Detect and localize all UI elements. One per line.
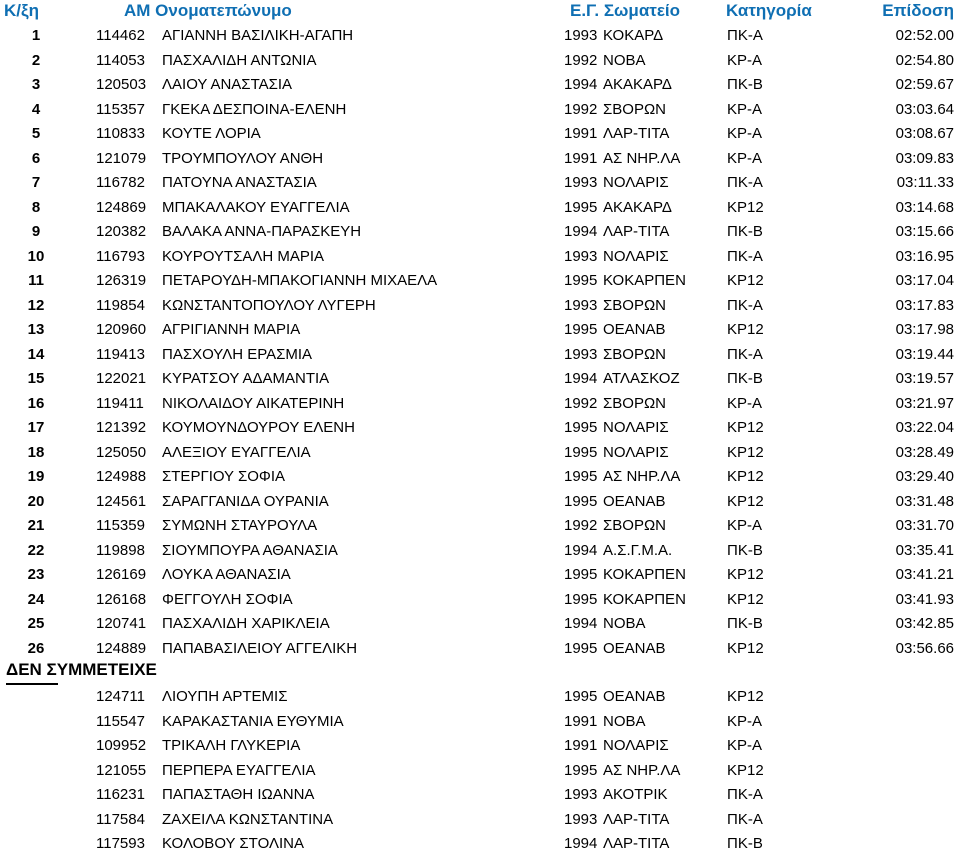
cell-am: 122021 <box>96 370 147 387</box>
cell-am: 115357 <box>96 100 145 118</box>
cell-year: 1991 <box>564 149 598 167</box>
cell-am: 117593 <box>96 835 145 852</box>
cell-year: 1991 <box>564 737 598 754</box>
cell-time: 02:52.00 <box>895 27 954 44</box>
table-row <box>0 49 960 74</box>
cell-name: ΠΕΡΠΕΡΑ ΕΥΑΓΓΕΛΙΑ <box>162 761 316 779</box>
cell-year: 1995 <box>564 198 598 216</box>
cell-time: 03:09.83 <box>895 149 954 167</box>
cell-category: ΚΡ12 <box>727 468 764 485</box>
cell-am: 121392 <box>96 419 147 436</box>
cell-category: ΠΚ-Α <box>727 786 763 803</box>
table-row <box>0 171 960 196</box>
cell-rank: 23 <box>27 566 45 583</box>
cell-year: 1993 <box>564 174 598 191</box>
cell-am: 124869 <box>96 198 147 216</box>
cell-club: ΑΣ ΝΗΡ.ΛΑ <box>603 149 681 167</box>
cell-club: ΑΣ ΝΗΡ.ΛΑ <box>603 468 681 485</box>
cell-year: 1994 <box>564 370 598 387</box>
cell-year: 1994 <box>564 835 598 852</box>
cell-name: ΠΑΤΟΥΝΑ ΑΝΑΣΤΑΣΙΑ <box>162 174 317 191</box>
cell-am: 125050 <box>96 443 147 461</box>
table-row <box>0 539 960 564</box>
cell-rank: 16 <box>27 394 45 412</box>
cell-rank: 5 <box>31 125 41 142</box>
cell-rank: 11 <box>28 272 44 289</box>
cell-name: ΣΤΕΡΓΙΟΥ ΣΟΦΙΑ <box>162 468 286 485</box>
table-row <box>0 490 960 515</box>
cell-category: ΠΚ-Α <box>727 345 763 363</box>
cell-rank: 20 <box>27 492 45 510</box>
cell-rank: 4 <box>31 100 41 118</box>
table-row <box>0 196 960 221</box>
cell-year: 1991 <box>564 125 598 142</box>
cell-club: ΣΒΟΡΩΝ <box>603 394 666 412</box>
cell-am: 126319 <box>96 272 147 289</box>
cell-year: 1995 <box>564 468 598 485</box>
table-row <box>0 122 960 147</box>
cell-year: 1994 <box>564 615 598 632</box>
cell-category: ΚΡ12 <box>727 272 764 289</box>
cell-year: 1995 <box>564 590 598 608</box>
cell-am: 120503 <box>96 76 147 93</box>
cell-name: ΠΑΠΑΒΑΣΙΛΕΙΟΥ ΑΓΓΕΛΙΚΗ <box>162 639 358 657</box>
cell-club: ΛΑΡ-ΤΙΤΑ <box>603 223 670 240</box>
cell-am: 124561 <box>96 492 147 510</box>
header-am-name: ΑΜ Ονοματεπώνυμο <box>124 1 292 20</box>
cell-time: 03:56.66 <box>895 639 954 657</box>
table-row <box>0 318 960 343</box>
table-row <box>0 147 960 172</box>
cell-name: ΒΑΛΑΚΑ ΑΝΝΑ-ΠΑΡΑΣΚΕΥΗ <box>162 223 362 240</box>
cell-year: 1995 <box>564 419 598 436</box>
cell-year: 1994 <box>564 76 598 93</box>
cell-time: 03:15.66 <box>895 223 954 240</box>
table-row <box>0 563 960 588</box>
cell-club: ΣΒΟΡΩΝ <box>603 517 666 534</box>
cell-time: 03:22.04 <box>895 419 954 436</box>
table-row <box>0 24 960 49</box>
cell-club: ΑΣ ΝΗΡ.ΛΑ <box>603 761 681 779</box>
cell-club: ΛΑΡ-ΤΙΤΑ <box>603 835 670 852</box>
cell-time: 03:41.21 <box>895 566 954 583</box>
dns-section-title: ΔΕΝ ΣΥΜΜΕΤΕΙΧΕ <box>6 660 157 679</box>
cell-time: 03:29.40 <box>895 468 954 485</box>
cell-am: 126169 <box>96 566 147 583</box>
cell-club: ΝΟΛΑΡΙΣ <box>603 174 669 191</box>
cell-name: ΠΑΣΧΟΥΛΗ ΕΡΑΣΜΙΑ <box>162 345 313 363</box>
table-row <box>0 367 960 392</box>
cell-rank: 26 <box>27 639 45 657</box>
cell-club: ΚΟΚΑΡΠΕΝ <box>603 590 686 608</box>
cell-time: 03:31.70 <box>895 517 954 534</box>
cell-club: ΟΕΑΝΑΒ <box>603 321 666 338</box>
cell-time: 03:31.48 <box>895 492 954 510</box>
cell-rank: 14 <box>27 345 45 363</box>
header-rank: Κ/ξη <box>4 1 39 20</box>
cell-category: ΚΡ12 <box>727 198 764 216</box>
cell-am: 121079 <box>96 149 147 167</box>
cell-time: 03:42.85 <box>895 615 954 632</box>
cell-am: 116793 <box>96 247 145 265</box>
cell-rank: 15 <box>27 370 45 387</box>
table-row <box>0 343 960 368</box>
table-row <box>0 245 960 270</box>
cell-club: ΚΟΚΑΡΠΕΝ <box>603 566 686 583</box>
header-club: Ε.Γ. Σωματείο <box>570 1 681 20</box>
cell-rank: 13 <box>27 321 45 338</box>
cell-name: ΣΙΟΥΜΠΟΥΡΑ ΑΘΑΝΑΣΙΑ <box>162 541 338 559</box>
cell-name: ΚΥΡΑΤΣΟΥ ΑΔΑΜΑΝΤΙΑ <box>162 370 330 387</box>
cell-time: 02:54.80 <box>895 51 954 69</box>
cell-category: ΚΡ12 <box>727 590 764 608</box>
cell-category: ΠΚ-Α <box>727 27 763 44</box>
table-row <box>0 783 960 808</box>
cell-year: 1995 <box>564 639 598 657</box>
table-row <box>0 392 960 417</box>
table-row <box>0 465 960 490</box>
cell-category: ΠΚ-Β <box>727 615 763 632</box>
cell-time: 03:19.57 <box>895 370 954 387</box>
cell-category: ΠΚ-Α <box>727 296 763 314</box>
cell-name: ΓΚΕΚΑ ΔΕΣΠΟΙΝΑ-ΕΛΕΝΗ <box>162 100 347 118</box>
cell-rank: 8 <box>31 198 41 216</box>
cell-club: ΚΟΚΑΡΔ <box>603 27 664 44</box>
table-row <box>0 588 960 613</box>
cell-name: ΠΑΣΧΑΛΙΔΗ ΧΑΡΙΚΛΕΙΑ <box>162 615 330 632</box>
cell-club: ΝΟΛΑΡΙΣ <box>603 247 669 265</box>
cell-category: ΚΡ12 <box>727 761 764 779</box>
cell-time: 03:28.49 <box>895 443 954 461</box>
cell-am: 119413 <box>96 345 145 363</box>
cell-year: 1995 <box>564 492 598 510</box>
cell-category: ΚΡ-Α <box>727 125 763 142</box>
cell-year: 1993 <box>564 247 598 265</box>
cell-club: ΚΟΚΑΡΠΕΝ <box>603 272 686 289</box>
cell-name: ΚΟΥΤΕ ΛΟΡΙΑ <box>162 125 261 142</box>
cell-rank: 10 <box>27 247 45 265</box>
cell-category: ΠΚ-Α <box>727 810 763 828</box>
cell-rank: 17 <box>27 419 45 436</box>
cell-year: 1991 <box>564 712 598 730</box>
cell-club: ΝΟΒΑ <box>603 615 646 632</box>
cell-am: 124711 <box>96 688 145 705</box>
cell-name: ΚΩΝΣΤΑΝΤΟΠΟΥΛΟΥ ΛΥΓΕΡΗ <box>162 296 376 314</box>
cell-category: ΚΡ12 <box>727 566 764 583</box>
cell-am: 116231 <box>96 786 145 803</box>
cell-category: ΠΚ-Β <box>727 370 763 387</box>
cell-category: ΚΡ12 <box>727 321 764 338</box>
cell-name: ΚΑΡΑΚΑΣΤΑΝΙΑ ΕΥΘΥΜΙΑ <box>162 712 344 730</box>
cell-name: ΚΟΥΡΟΥΤΣΑΛΗ ΜΑΡΙΑ <box>162 247 325 265</box>
cell-club: ΑΚΟΤΡΙΚ <box>603 786 668 803</box>
cell-time: 03:19.44 <box>895 345 954 363</box>
cell-rank: 24 <box>27 590 45 608</box>
cell-category: ΚΡ-Α <box>727 737 763 754</box>
cell-name: ΖΑΧΕΙΛΑ ΚΩΝΣΤΑΝΤΙΝΑ <box>162 810 334 828</box>
cell-name: ΚΟΛΟΒΟΥ ΣΤΟΛΙΝΑ <box>162 835 304 852</box>
cell-year: 1992 <box>564 517 598 534</box>
cell-am: 119898 <box>96 541 145 559</box>
cell-am: 120741 <box>96 615 147 632</box>
cell-name: ΑΓΙΑΝΝΗ ΒΑΣΙΛΙΚΗ-ΑΓΑΠΗ <box>162 27 354 44</box>
cell-year: 1993 <box>564 296 598 314</box>
cell-club: ΛΑΡ-ΤΙΤΑ <box>603 810 670 828</box>
cell-category: ΚΡ12 <box>727 443 764 461</box>
cell-category: ΚΡ-Α <box>727 149 763 167</box>
cell-club: ΟΕΑΝΑΒ <box>603 639 666 657</box>
header-time: Επίδοση <box>882 1 954 20</box>
table-row <box>0 220 960 245</box>
cell-am: 124988 <box>96 468 147 485</box>
cell-year: 1993 <box>564 810 598 828</box>
cell-year: 1995 <box>564 272 598 289</box>
cell-am: 119411 <box>96 394 144 412</box>
cell-category: ΚΡ-Α <box>727 712 763 730</box>
cell-category: ΚΡ-Α <box>727 51 763 69</box>
cell-category: ΠΚ-Β <box>727 835 763 852</box>
cell-time: 03:17.04 <box>895 272 954 289</box>
cell-year: 1995 <box>564 321 598 338</box>
cell-year: 1995 <box>564 443 598 461</box>
cell-name: ΤΡΟΥΜΠΟΥΛΟΥ ΑΝΘΗ <box>162 149 324 167</box>
cell-name: ΛΙΟΥΠΗ ΑΡΤΕΜΙΣ <box>162 688 288 705</box>
cell-am: 115359 <box>96 517 145 534</box>
cell-am: 115547 <box>96 712 145 730</box>
cell-rank: 9 <box>31 223 41 240</box>
cell-club: ΝΟΛΑΡΙΣ <box>603 737 669 754</box>
table-row <box>0 808 960 833</box>
cell-year: 1993 <box>564 786 598 803</box>
cell-year: 1992 <box>564 100 598 118</box>
cell-time: 03:16.95 <box>895 247 954 265</box>
cell-rank: 12 <box>27 296 45 314</box>
cell-rank: 22 <box>27 541 45 559</box>
cell-year: 1992 <box>564 394 598 412</box>
cell-time: 03:17.83 <box>895 296 954 314</box>
cell-rank: 1 <box>31 27 41 44</box>
cell-am: 119854 <box>96 296 145 314</box>
cell-category: ΠΚ-Α <box>727 174 763 191</box>
cell-category: ΠΚ-Β <box>727 223 763 240</box>
cell-name: ΑΛΕΞΙΟΥ ΕΥΑΓΓΕΛΙΑ <box>162 443 311 461</box>
cell-year: 1994 <box>564 541 598 559</box>
cell-year: 1994 <box>564 223 598 240</box>
cell-year: 1993 <box>564 27 598 44</box>
table-row <box>0 98 960 123</box>
cell-time: 03:21.97 <box>895 394 954 412</box>
cell-am: 116782 <box>96 174 145 191</box>
table-header <box>0 0 960 24</box>
cell-club: ΝΟΛΑΡΙΣ <box>603 443 669 461</box>
cell-rank: 7 <box>31 174 41 191</box>
cell-am: 114462 <box>96 27 145 44</box>
cell-name: ΠΑΣΧΑΛΙΔΗ ΑΝΤΩΝΙΑ <box>162 51 317 69</box>
table-row <box>0 73 960 98</box>
cell-time: 03:17.98 <box>895 321 954 338</box>
cell-rank: 2 <box>31 51 41 69</box>
cell-am: 120382 <box>96 223 147 240</box>
cell-name: ΚΟΥΜΟΥΝΔΟΥΡΟΥ ΕΛΕΝΗ <box>162 419 355 436</box>
cell-year: 1992 <box>564 51 598 69</box>
cell-rank: 18 <box>27 443 45 461</box>
cell-name: ΛΑΙΟΥ ΑΝΑΣΤΑΣΙΑ <box>162 76 293 93</box>
cell-am: 114053 <box>96 51 145 69</box>
cell-time: 03:14.68 <box>895 198 954 216</box>
cell-name: ΣΥΜΩΝΗ ΣΤΑΥΡΟΥΛΑ <box>162 517 318 534</box>
cell-time: 03:11.33 <box>896 174 954 191</box>
cell-am: 109952 <box>96 737 147 754</box>
cell-rank: 19 <box>27 468 45 485</box>
table-row <box>0 685 960 710</box>
cell-name: ΝΙΚΟΛΑΙΔΟΥ ΑΙΚΑΤΕΡΙΝΗ <box>162 394 345 412</box>
cell-year: 1995 <box>564 761 598 779</box>
cell-category: ΠΚ-Β <box>727 541 763 559</box>
table-row <box>0 416 960 441</box>
table-row <box>0 759 960 784</box>
cell-rank: 21 <box>27 517 45 534</box>
cell-category: ΚΡ-Α <box>727 517 763 534</box>
table-row <box>0 832 960 857</box>
cell-club: Α.Σ.Γ.Μ.Α. <box>603 541 673 559</box>
table-row <box>0 514 960 539</box>
cell-category: ΚΡ-Α <box>727 394 763 412</box>
cell-club: ΝΟΛΑΡΙΣ <box>603 419 669 436</box>
cell-am: 121055 <box>96 761 147 779</box>
table-row <box>0 637 960 662</box>
cell-club: ΝΟΒΑ <box>603 51 646 69</box>
cell-am: 110833 <box>96 125 145 142</box>
cell-year: 1995 <box>564 688 598 705</box>
cell-rank: 6 <box>31 149 41 167</box>
table-row <box>0 612 960 637</box>
cell-name: ΠΕΤΑΡΟΥΔΗ-ΜΠΑΚΟΓΙΑΝΝΗ ΜΙΧΑΕΛΑ <box>162 272 438 289</box>
header-category: Κατηγορία <box>726 1 812 20</box>
cell-name: ΑΓΡΙΓΙΑΝΝΗ ΜΑΡΙΑ <box>162 321 301 338</box>
cell-category: ΠΚ-Β <box>727 76 763 93</box>
cell-name: ΠΑΠΑΣΤΑΘΗ ΙΩΑΝΝΑ <box>162 786 315 803</box>
cell-rank: 25 <box>27 615 45 632</box>
cell-name: ΜΠΑΚΑΛΑΚΟΥ ΕΥΑΓΓΕΛΙΑ <box>162 198 350 216</box>
cell-category: ΠΚ-Α <box>727 247 763 265</box>
cell-club: ΑΚΑΚΑΡΔ <box>603 198 672 216</box>
cell-am: 124889 <box>96 639 147 657</box>
cell-time: 03:35.41 <box>895 541 954 559</box>
cell-club: ΣΒΟΡΩΝ <box>603 296 666 314</box>
cell-club: ΑΚΑΚΑΡΔ <box>603 76 672 93</box>
cell-club: ΣΒΟΡΩΝ <box>603 345 666 363</box>
cell-year: 1993 <box>564 345 598 363</box>
cell-time: 03:03.64 <box>895 100 954 118</box>
cell-category: ΚΡ12 <box>727 688 764 705</box>
cell-rank: 3 <box>31 76 41 93</box>
cell-name: ΛΟΥΚΑ ΑΘΑΝΑΣΙΑ <box>162 566 291 583</box>
table-row <box>0 441 960 466</box>
cell-am: 120960 <box>96 321 147 338</box>
cell-club: ΣΒΟΡΩΝ <box>603 100 666 118</box>
table-row <box>0 269 960 294</box>
cell-name: ΤΡΙΚΑΛΗ ΓΛΥΚΕΡΙΑ <box>162 737 301 754</box>
cell-category: ΚΡ12 <box>727 419 764 436</box>
cell-club: ΟΕΑΝΑΒ <box>603 688 666 705</box>
cell-am: 117584 <box>96 810 145 828</box>
cell-name: ΦΕΓΓΟΥΛΗ ΣΟΦΙΑ <box>162 590 293 608</box>
table-row <box>0 734 960 759</box>
cell-category: ΚΡ12 <box>727 492 764 510</box>
cell-time: 02:59.67 <box>895 76 954 93</box>
cell-club: ΝΟΒΑ <box>603 712 646 730</box>
table-row <box>0 710 960 735</box>
cell-time: 03:08.67 <box>895 125 954 142</box>
cell-am: 126168 <box>96 590 147 608</box>
cell-club: ΛΑΡ-ΤΙΤΑ <box>603 125 670 142</box>
cell-club: ΟΕΑΝΑΒ <box>603 492 666 510</box>
cell-year: 1995 <box>564 566 598 583</box>
cell-category: ΚΡ-Α <box>727 100 763 118</box>
table-row <box>0 294 960 319</box>
cell-club: ΑΤΛΑΣΚΟΖ <box>603 370 680 387</box>
cell-category: ΚΡ12 <box>727 639 764 657</box>
cell-name: ΣΑΡΑΓΓΑΝΙΔΑ ΟΥΡΑΝΙΑ <box>162 492 329 510</box>
cell-time: 03:41.93 <box>895 590 954 608</box>
